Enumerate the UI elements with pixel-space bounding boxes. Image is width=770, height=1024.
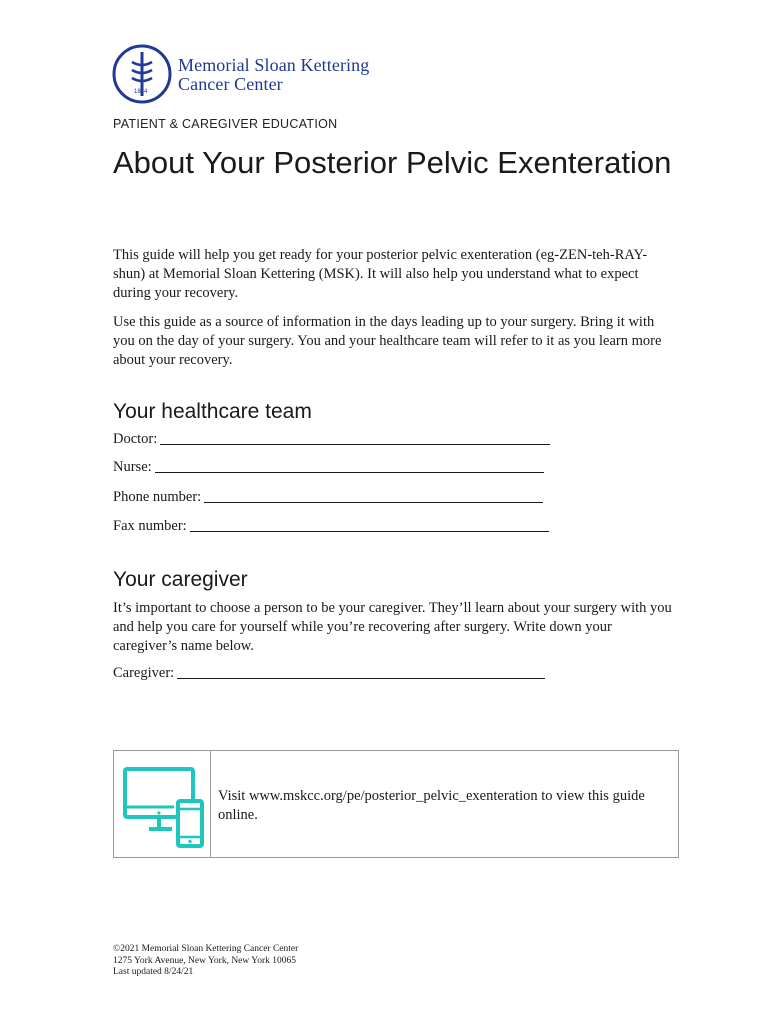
page-title: About Your Posterior Pelvic Exenteration	[113, 145, 672, 180]
fax-field[interactable]	[113, 518, 549, 535]
logo-line-1: Memorial Sloan Kettering	[178, 55, 370, 75]
fax-blank-line[interactable]	[190, 530, 549, 532]
intro-paragraph-2: Use this guide as a source of information in the days leading up to your surgery. Bring it with you on the day of your surgery. You and your healthcare team will refer to it as you learn more about your recovery.	[113, 314, 662, 368]
phone-blank-line[interactable]	[204, 501, 543, 503]
caregiver-field[interactable]	[113, 665, 545, 682]
section-kicker: PATIENT & CAREGIVER EDUCATION	[113, 117, 338, 131]
phone-label: Phone number:	[113, 489, 202, 505]
logo-year: 1884	[134, 89, 148, 95]
caregiver-heading: Your caregiver	[113, 568, 248, 591]
caregiver-paragraph: It’s important to choose a person to be your caregiver. They’ll learn about your surgery with you and help you care for yourself while you’re recovering after surgery. Write down your caregiver’s name below.	[113, 600, 672, 654]
callout-divider	[210, 750, 211, 858]
nurse-label: Nurse:	[113, 459, 152, 475]
footer-address: 1275 York Avenue, New York, New York 10065	[113, 955, 296, 966]
caregiver-label: Caregiver:	[113, 665, 175, 681]
logo-line-2: Cancer Center	[178, 74, 283, 94]
footer-copyright: ©2021 Memorial Sloan Kettering Cancer Center	[113, 944, 299, 954]
healthcare-team-heading: Your healthcare team	[113, 400, 312, 423]
footer-updated: Last updated 8/24/21	[113, 967, 194, 977]
intro-paragraph-1: This guide will help you get ready for your posterior pelvic exenteration (eg-ZEN-teh-RAY-shun) at Memorial Sloan Kettering (MSK). It will also help you understand what to expect during your recovery.	[113, 247, 648, 301]
online-guide-text[interactable]: Visit www.mskcc.org/pe/posterior_pelvic_exenteration to view this guide online.	[218, 788, 645, 823]
nurse-field[interactable]	[113, 459, 544, 476]
fax-label: Fax number:	[113, 518, 187, 534]
doctor-blank-line[interactable]	[160, 443, 550, 445]
online-guide-callout	[113, 750, 679, 858]
doctor-label: Doctor:	[113, 431, 158, 447]
logo-wordmark	[178, 56, 369, 94]
phone-field[interactable]	[113, 489, 543, 506]
footer	[113, 944, 298, 979]
monitor-and-phone-icon	[122, 763, 206, 849]
doctor-field[interactable]	[113, 431, 550, 448]
caregiver-blank-line[interactable]	[177, 677, 545, 679]
nurse-blank-line[interactable]	[155, 471, 544, 473]
msk-logo-icon	[112, 44, 172, 104]
